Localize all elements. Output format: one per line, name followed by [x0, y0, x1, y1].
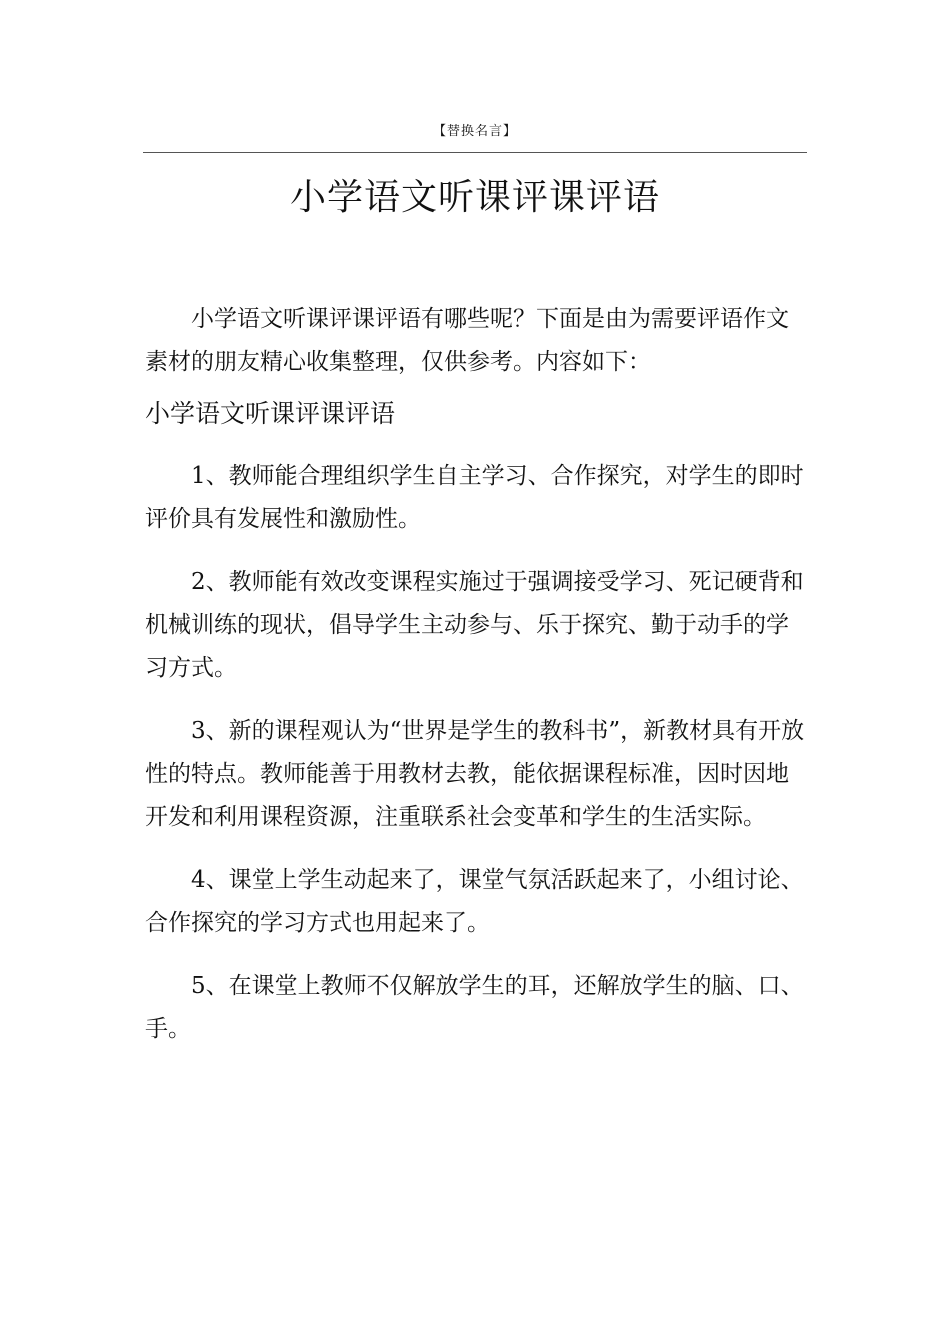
- header-tag: 【替换名言】: [432, 124, 517, 139]
- list-item: 1、教师能合理组织学生自主学习、合作探究，对学生的即时评价具有发展性和激励性。: [145, 463, 804, 532]
- list-item: 2、教师能有效改变课程实施过于强调接受学习、死记硬背和机械训练的现状，倡导学生主动参与、乐于探究、勤于动手的学习方式。: [145, 569, 804, 681]
- list-item: 4、课堂上学生动起来了，课堂气氛活跃起来了，小组讨论、合作探究的学习方式也用起来了。: [145, 867, 804, 936]
- document-title: 小学语文听课评课评语: [289, 177, 660, 218]
- intro-paragraph: 小学语文听课评课评语有哪些呢？下面是由为需要评语作文素材的朋友精心收集整理，仅供参考。内容如下：: [145, 306, 789, 375]
- header-divider: [143, 152, 807, 153]
- document-body: [145, 298, 810, 1071]
- list-item: 3、新的课程观认为“世界是学生的教科书”，新教材具有开放性的特点。教师能善于用教材去教，能依据课程标准，因时因地开发和利用课程资源，注重联系社会变革和学生的生活实际。: [145, 718, 805, 830]
- list-item: 5、在课堂上教师不仅解放学生的耳，还解放学生的脑、口、手。: [145, 973, 804, 1042]
- section-heading: 小学语文听课评课评语: [145, 399, 396, 428]
